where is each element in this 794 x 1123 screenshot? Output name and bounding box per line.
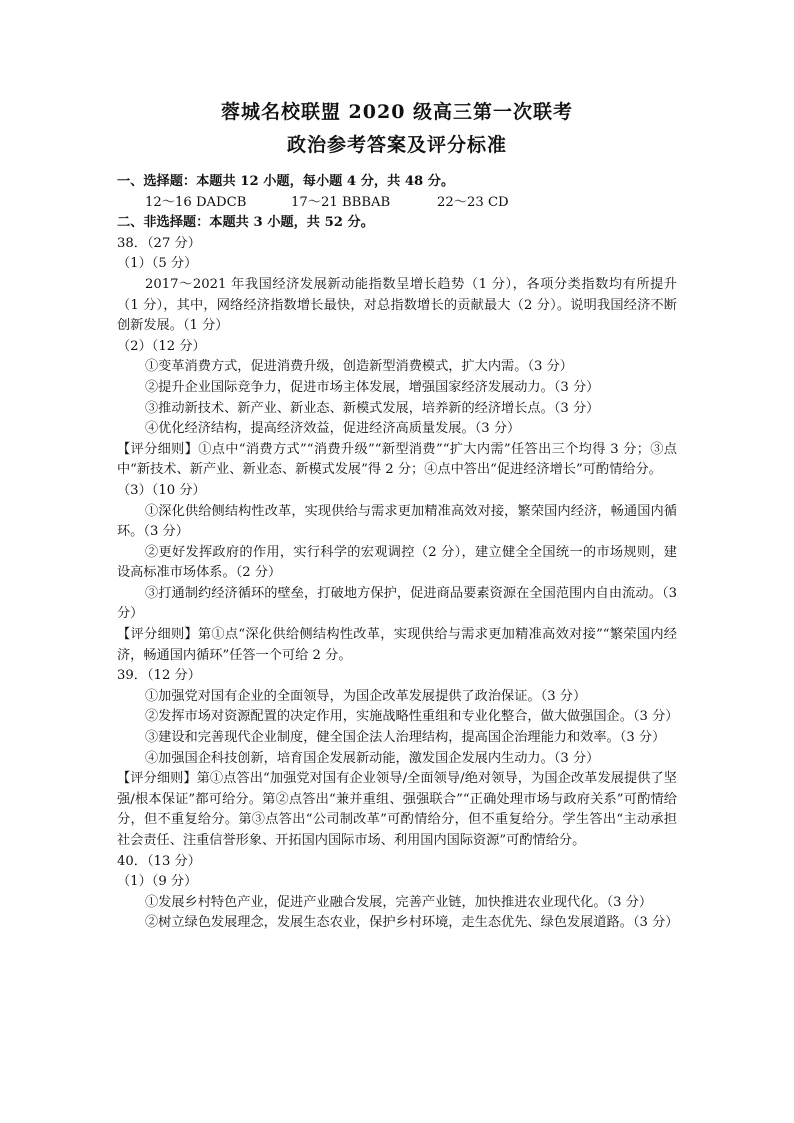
question-heading: 39．（12 分） (117, 668, 201, 684)
part-heading: （1）（9 分） (117, 874, 198, 890)
part-heading: （3）（10 分） (117, 482, 206, 498)
part-heading: （1）（5 分） (117, 256, 198, 272)
part-heading: （2）（12 分） (117, 338, 206, 354)
answer-point: ③建设和完善现代企业制度，健全国企法人治理结构，提高国企治理能力和效率。（3 分） (145, 730, 666, 746)
question-heading: 38．（27 分） (117, 235, 201, 251)
question-heading: 40．（13 分） (117, 853, 201, 869)
choice-answers (117, 193, 677, 214)
answer-point: ②更好发挥政府的作用，实行科学的宏观调控（2 分），建立健全全国统一的市场规则，建设高标准市场体系。（2 分） (117, 544, 677, 581)
answer-body (117, 172, 677, 934)
answer-point: ①变革消费方式，促进消费升级，创造新型消费模式，扩大内需。（3 分） (145, 359, 573, 375)
answer-point: ②发挥市场对资源配置的决定作用，实施战略性重组和专业化整合，做大做强国企。（3 分） (145, 709, 679, 725)
answer-paragraph: 2017～2021 年我国经济发展新动能指数呈增长趋势（1 分），各项分类指数均有所提升（1 分），其中，网络经济指数增长最快，对总指数增长的贡献最大（2 分）。说明我国经济不断创新发展。（1 分） (117, 276, 677, 334)
scoring-note: 【评分细则】①点中“消费方式”“消费升级”“新型消费”“扩大内需”任答出三个均得 3 分；③点中“新技术、新产业、新业态、新模式发展”得 2 分；④点中答出“促进经济增长”可酌情给分。 (117, 441, 677, 478)
answer-point: ②树立绿色发展理念，发展生态农业，保护乡村环境，走生态优先、绿色发展道路。（3 分） (145, 915, 679, 931)
answer-group: 12～16 DADCB (145, 194, 247, 210)
answer-point: ②提升企业国际竞争力，促进市场主体发展，增强国家经济发展动力。（3 分） (145, 379, 600, 395)
answer-group: 17～21 BBBAB (291, 194, 391, 210)
answer-point: ①深化供给侧结构性改革，实现供给与需求更加精准高效对接，繁荣国内经济，畅通国内循环。（3 分） (117, 503, 677, 540)
answer-point: ③打通制约经济循环的壁垒，打破地方保护，促进商品要素资源在全国范围内自由流动。（3 分） (117, 585, 677, 622)
scoring-note: 【评分细则】第①点“深化供给侧结构性改革，实现供给与需求更加精准高效对接”“繁荣国内经济，畅通国内循环”任答一个可给 2 分。 (117, 627, 677, 663)
answer-point: ①发展乡村特色产业，促进产业融合发展，完善产业链，加快推进农业现代化。（3 分） (145, 894, 653, 910)
answer-group: 22～23 CD (437, 194, 509, 210)
section-heading-choice: 一、选择题：本题共 12 小题，每小题 4 分，共 48 分。 (117, 174, 455, 189)
section-heading-nonchoice: 二、非选择题：本题共 3 小题，共 52 分。 (117, 215, 374, 231)
document-subtitle: 政治参考答案及评分标准 (286, 134, 507, 156)
answer-point: ④加强国企科技创新，培育国企发展新动能，激发国企发展内生动力。（3 分） (145, 750, 600, 766)
answer-point: ①加强党对国有企业的全面领导，为国企改革发展提供了政治保证。（3 分） (145, 688, 587, 704)
answer-point: ③推动新技术、新产业、新业态、新模式发展，培养新的经济增长点。（3 分） (145, 400, 600, 416)
scoring-note: 【评分细则】第①点答出“加强党对国有企业领导/全面领导/绝对领导，为国企改革发展提供了坚强/根本保证”都可给分。第②点答出“兼并重组、强强联合”“正确处理市场与政府关系”可酌情给分，但不重复给分。第③点答出“公司制改革”可酌情给分，但不重复给分。学生答出“主动承担社会责任、注重信誉形象、开拓国内国际市场、利用国内国际资源”可酌情给分。 (117, 771, 677, 848)
document-title: 蓉城名校联盟 2020 级高三第一次联考 (220, 101, 574, 123)
answer-point: ④优化经济结构，提高经济效益，促进经济高质量发展。（3 分） (145, 421, 521, 437)
